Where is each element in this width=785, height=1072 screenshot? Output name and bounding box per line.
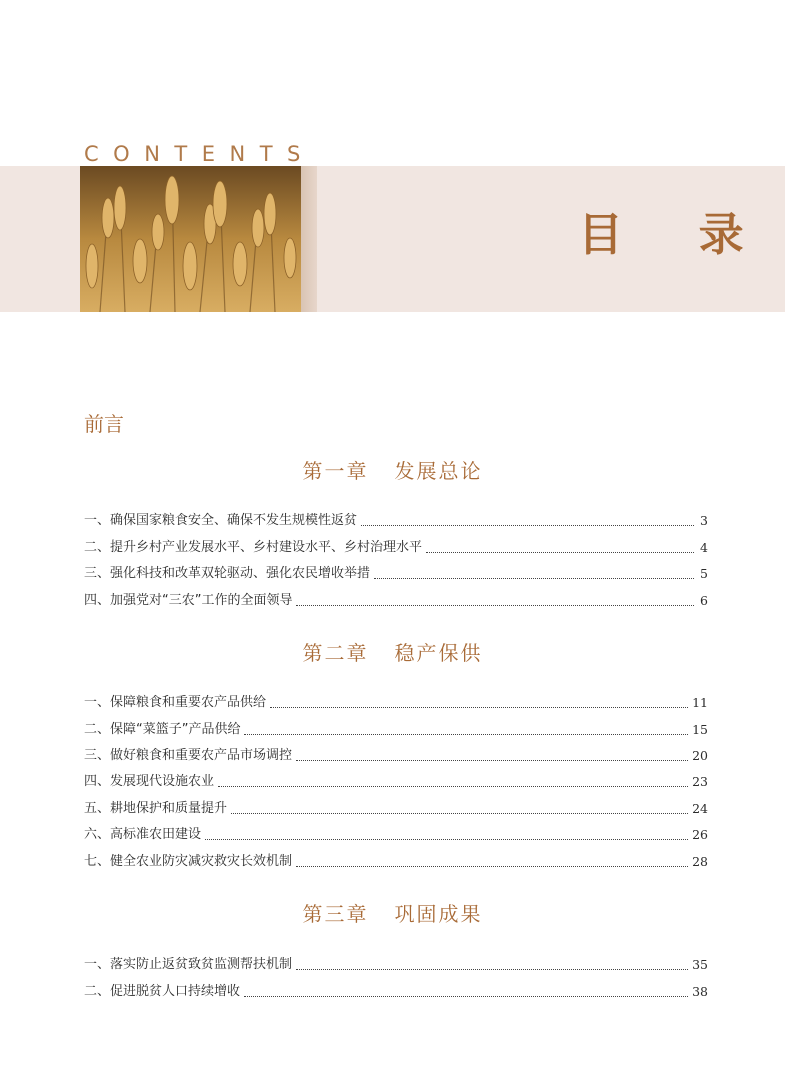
toc-entry-label: 六、高标准农田建设 [84,827,202,842]
toc-entry-label: 二、促进脱贫人口持续增收 [84,984,241,999]
toc-entry-label: 四、加强党对“三农”工作的全面领导 [84,593,293,608]
toc-preface[interactable]: 前言 [84,412,124,436]
chapter-3-heading[interactable] [0,901,785,927]
toc-entry[interactable] [84,563,708,583]
toc-entry[interactable] [84,719,708,739]
chapter-number: 第一章 [302,459,369,483]
toc-entry[interactable] [84,824,708,844]
toc-entry[interactable] [84,510,708,530]
image-shadow [301,166,317,312]
wheat-image [80,166,301,312]
chapter-number: 第二章 [302,641,369,665]
toc-entry-label: 四、发展现代设施农业 [84,774,215,789]
dot-leader [270,706,688,708]
dot-leader [218,785,688,787]
toc-entry-label: 二、保障“菜篮子”产品供给 [84,722,241,737]
dot-leader [205,838,688,840]
toc-entry[interactable] [84,981,708,1001]
dot-leader [296,604,694,606]
toc-entry-label: 一、落实防止返贫致贫监测帮扶机制 [84,957,293,972]
toc-entry[interactable] [84,537,708,557]
dot-leader [361,524,694,526]
toc-entry-page: 20 [692,748,708,763]
toc-entry[interactable] [84,771,708,791]
toc-entry-page: 4 [700,540,708,555]
toc-entry-label: 五、耕地保护和质量提升 [84,801,228,816]
toc-entry[interactable] [84,590,708,610]
toc-entry-label: 一、保障粮食和重要农产品供给 [84,695,267,710]
toc-entry[interactable] [84,692,708,712]
dot-leader [374,577,694,579]
chapter-name: 发展总论 [394,459,483,483]
toc-entry-label: 一、确保国家粮食安全、确保不发生规模性返贫 [84,513,358,528]
dot-leader [426,551,694,553]
toc-entry-page: 24 [692,801,708,816]
wheat-illustration [80,166,301,312]
toc-entry-label: 二、提升乡村产业发展水平、乡村建设水平、乡村治理水平 [84,540,423,555]
toc-entry-label: 三、做好粮食和重要农产品市场调控 [84,748,293,763]
dot-leader [296,759,688,761]
toc-entry-label: 三、强化科技和改革双轮驱动、强化农民增收举措 [84,566,371,581]
toc-entry-page: 11 [692,695,708,710]
toc-entry-page: 23 [692,774,708,789]
dot-leader [244,733,688,735]
chapter-name: 稳产保供 [394,641,483,665]
chapter-number: 第三章 [302,902,369,926]
toc-entry[interactable] [84,745,708,765]
page-title: 目 录 [578,208,774,261]
toc-entry-page: 38 [692,984,708,999]
toc-entry[interactable] [84,954,708,974]
toc-entry[interactable] [84,851,708,871]
toc-entry-page: 15 [692,722,708,737]
chapter-2-heading[interactable] [0,640,785,666]
toc-entry-page: 3 [700,513,708,528]
toc-entry-page: 28 [692,854,708,869]
dot-leader [231,812,688,814]
toc-entry-page: 26 [692,827,708,842]
chapter-name: 巩固成果 [394,902,483,926]
contents-heading: CONTENTS [84,142,315,166]
chapter-1-heading[interactable] [0,458,785,484]
dot-leader [296,968,688,970]
toc-entry-page: 6 [700,593,708,608]
toc-entry-page: 35 [692,957,708,972]
dot-leader [244,995,688,997]
toc-entry[interactable] [84,798,708,818]
toc-entry-label: 七、健全农业防灾减灾救灾长效机制 [84,854,293,869]
dot-leader [296,865,688,867]
toc-entry-page: 5 [700,566,708,581]
